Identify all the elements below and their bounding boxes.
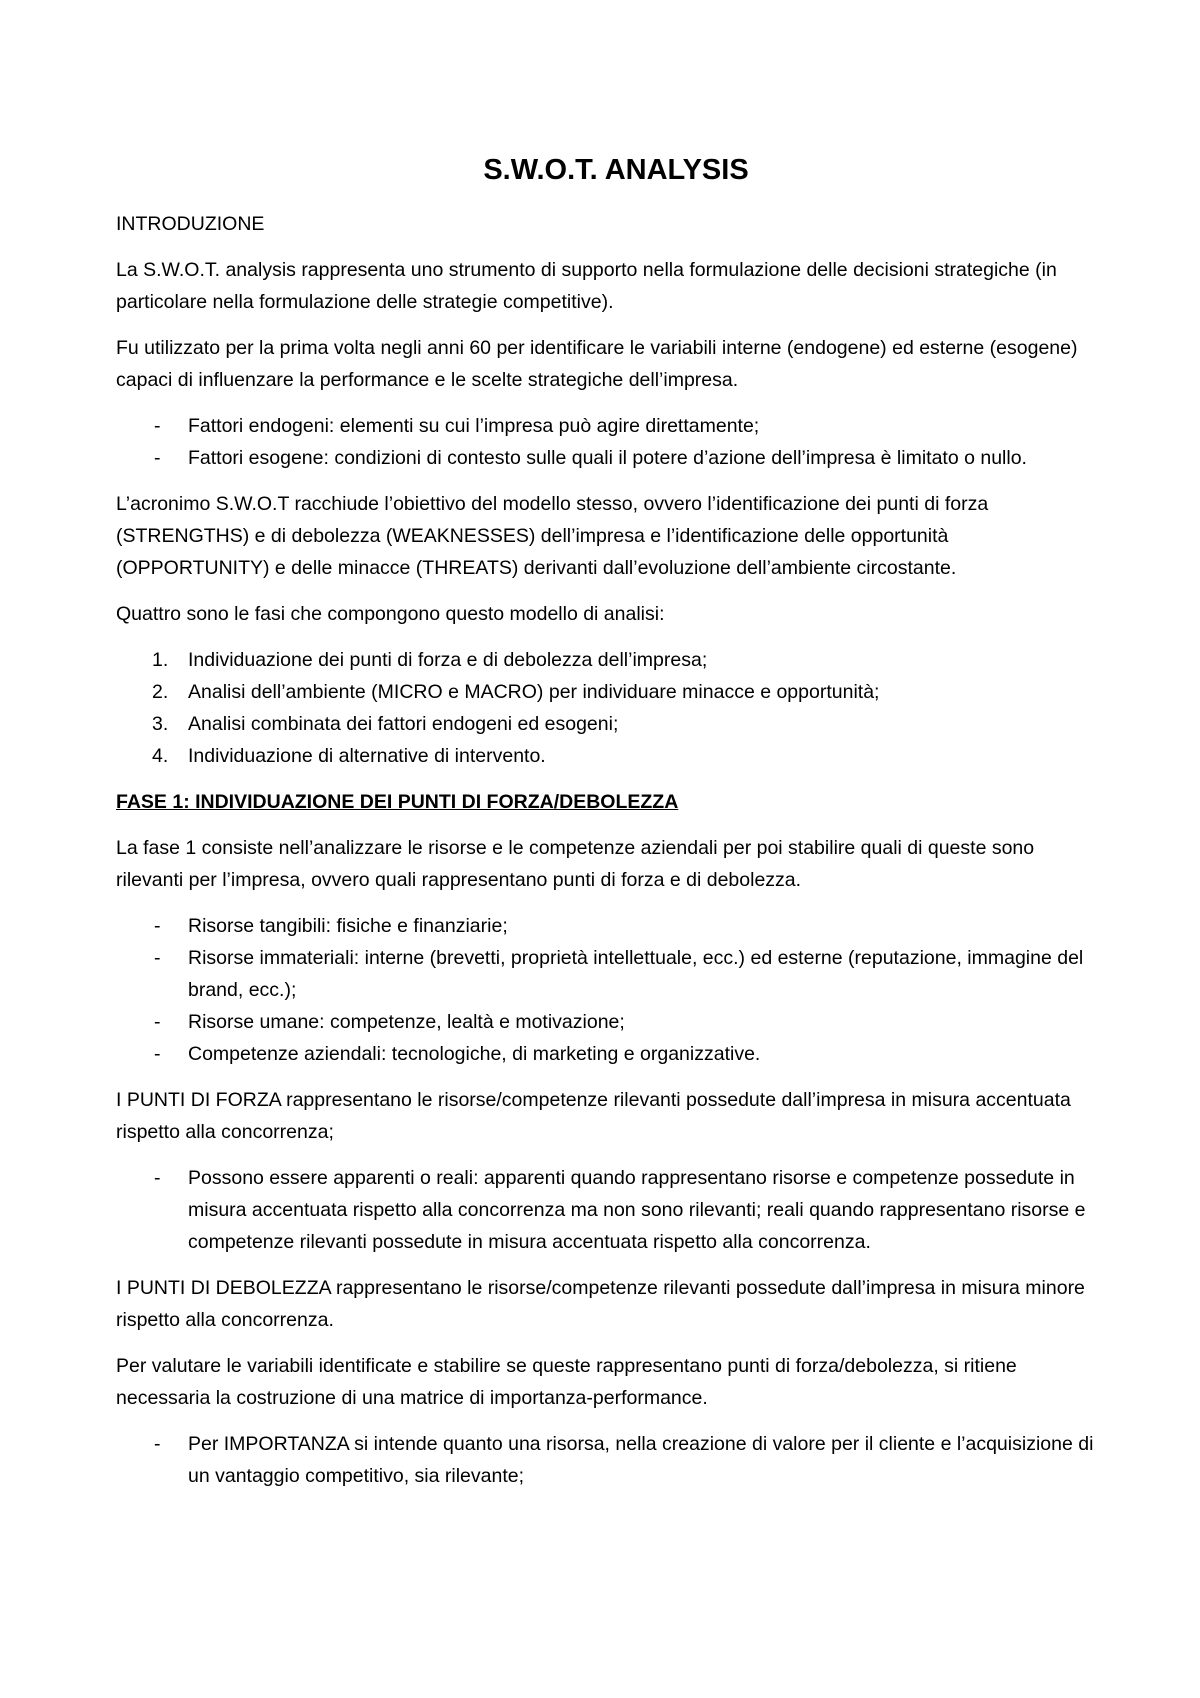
list-item-text: Risorse umane: competenze, lealtà e motivazione; — [188, 1011, 625, 1033]
list-marker: 4. — [152, 745, 169, 767]
list-item-text: Competenze aziendali: tecnologiche, di marketing e organizzative. — [188, 1043, 761, 1065]
list-item-text: Individuazione di alternative di intervento. — [188, 745, 546, 767]
strengths-paragraph: I PUNTI DI FORZA rappresentano le risorse/competenze rilevanti possedute dall’impresa in misura accentuata rispetto alla concorrenza; — [116, 1089, 1071, 1143]
document-page — [116, 150, 1096, 1506]
list-marker: 1. — [152, 649, 169, 671]
list-marker: - — [154, 915, 161, 937]
strengths-list — [116, 1162, 1096, 1258]
factors-list — [116, 410, 1096, 474]
list-marker: - — [154, 415, 161, 437]
phases-intro-paragraph: Quattro sono le fasi che compongono questo modello di analisi: — [116, 603, 665, 625]
list-item — [116, 1428, 1096, 1492]
list-item — [116, 410, 1096, 442]
fase1-heading: FASE 1: INDIVIDUAZIONE DEI PUNTI DI FORZA/DEBOLEZZA — [116, 791, 679, 813]
list-item-text: Fattori esogene: condizioni di contesto sulle quali il potere d’azione dell’impresa è limitato o nullo. — [188, 447, 1027, 469]
list-item-text: Analisi combinata dei fattori endogeni ed esogeni; — [188, 713, 619, 735]
list-marker: - — [154, 1043, 161, 1065]
list-item — [116, 910, 1096, 942]
list-marker: 2. — [152, 681, 169, 703]
list-item-text: Possono essere apparenti o reali: apparenti quando rappresentano risorse e competenze possedute in misura accentuata rispetto alla concorrenza ma non sono rilevanti; reali quando rappresentano risorse e competenze rilevanti possedute in misura accentuata rispetto alla concorrenza. — [188, 1167, 1086, 1253]
intro-paragraph-2: Fu utilizzato per la prima volta negli anni 60 per identificare le variabili interne (endogene) ed esterne (esogene) capaci di influenzare la performance e le scelte strategiche dell’impresa. — [116, 337, 1078, 391]
list-item — [116, 644, 1096, 676]
list-item-text: Risorse tangibili: fisiche e finanziarie; — [188, 915, 508, 937]
intro-paragraph-1: La S.W.O.T. analysis rappresenta uno strumento di supporto nella formulazione delle decisioni strategiche (in particolare nella formulazione delle strategie competitive). — [116, 259, 1057, 313]
list-item — [116, 1006, 1096, 1038]
list-item — [116, 740, 1096, 772]
list-marker: - — [154, 947, 161, 969]
acronym-paragraph: L’acronimo S.W.O.T racchiude l’obiettivo del modello stesso, ovvero l’identificazione dei punti di forza (STRENGTHS) e di debolezza (WEAKNESSES) dell’impresa e l’identificazione delle opportunità (OPPORTUNITY) e delle minacce (THREATS) derivanti dall’evoluzione dell’ambiente circostante. — [116, 493, 989, 579]
list-item — [116, 708, 1096, 740]
list-marker: 3. — [152, 713, 169, 735]
phases-list — [116, 644, 1096, 772]
list-item-text: Per IMPORTANZA si intende quanto una risorsa, nella creazione di valore per il cliente e l’acquisizione di un vantaggio competitivo, sia rilevante; — [188, 1433, 1094, 1487]
intro-heading: INTRODUZIONE — [116, 213, 265, 235]
fase1-paragraph: La fase 1 consiste nell’analizzare le risorse e le competenze aziendali per poi stabilire quali di queste sono rilevanti per l’impresa, ovvero quali rappresentano punti di forza e di debolezza. — [116, 837, 1035, 891]
weaknesses-paragraph: I PUNTI DI DEBOLEZZA rappresentano le risorse/competenze rilevanti possedute dall’impresa in misura minore rispetto alla concorrenza. — [116, 1277, 1085, 1331]
list-item — [116, 1162, 1096, 1258]
list-item-text: Risorse immateriali: interne (brevetti, proprietà intellettuale, ecc.) ed esterne (reputazione, immagine del brand, ecc.); — [188, 947, 1084, 1001]
list-item-text: Individuazione dei punti di forza e di debolezza dell’impresa; — [188, 649, 708, 671]
list-marker: - — [154, 1433, 161, 1455]
list-item — [116, 1038, 1096, 1070]
list-item-text: Fattori endogeni: elementi su cui l’impresa può agire direttamente; — [188, 415, 760, 437]
resources-list — [116, 910, 1096, 1070]
list-marker: - — [154, 1167, 161, 1189]
list-item — [116, 442, 1096, 474]
list-item — [116, 942, 1096, 1006]
matrix-paragraph: Per valutare le variabili identificate e stabilire se queste rappresentano punti di forza/debolezza, si ritiene necessaria la costruzione di una matrice di importanza-performance. — [116, 1355, 1017, 1409]
list-marker: - — [154, 1011, 161, 1033]
importance-list — [116, 1428, 1096, 1492]
document-title: S.W.O.T. ANALYSIS — [483, 154, 749, 186]
list-item — [116, 676, 1096, 708]
list-marker: - — [154, 447, 161, 469]
list-item-text: Analisi dell’ambiente (MICRO e MACRO) per individuare minacce e opportunità; — [188, 681, 880, 703]
